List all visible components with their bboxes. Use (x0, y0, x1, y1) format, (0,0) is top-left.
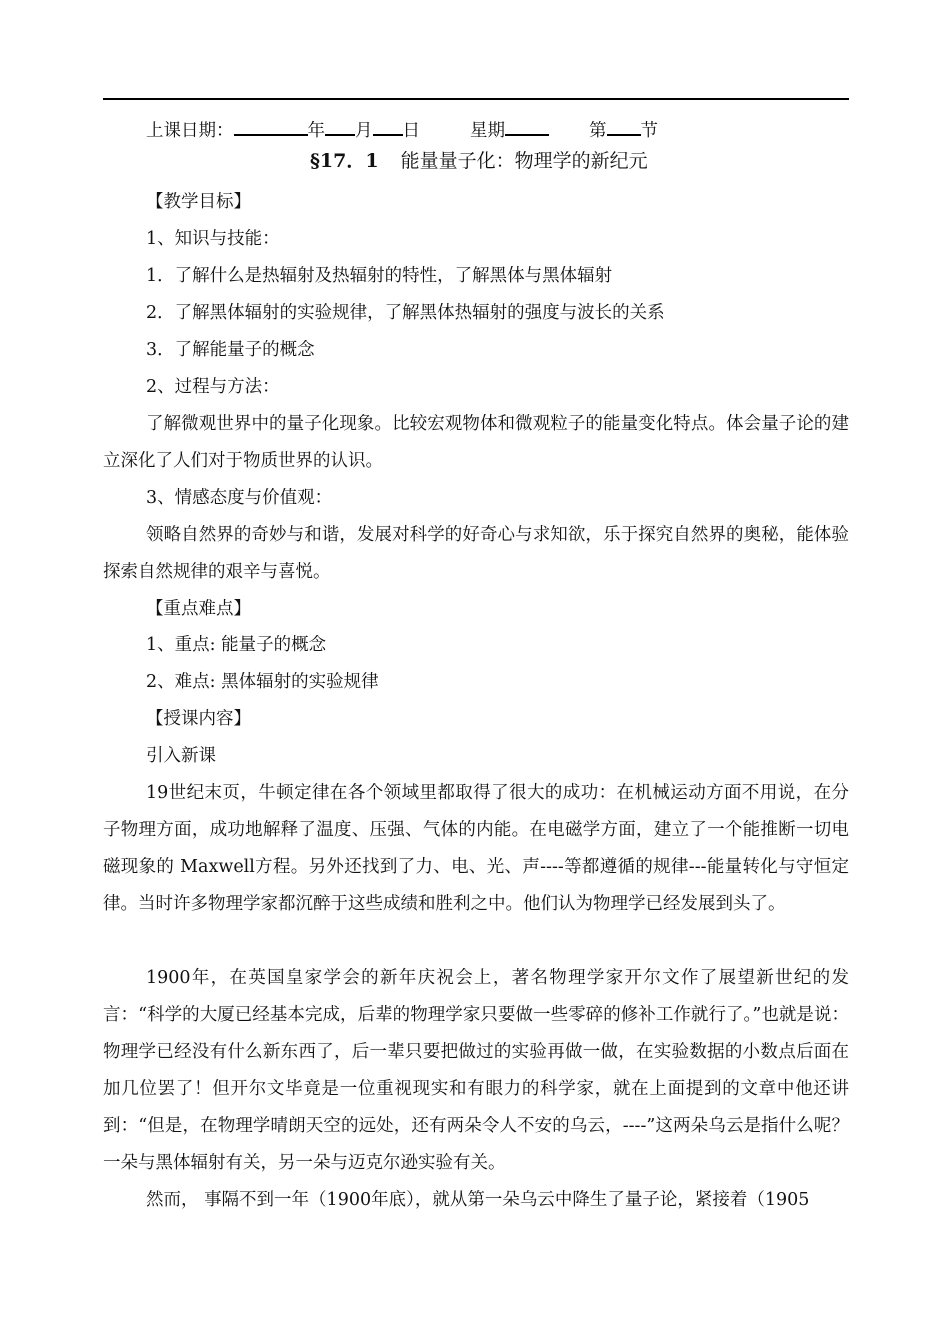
date-label: 上课日期： (146, 121, 234, 141)
month-label: 月 (355, 121, 373, 141)
weekday-label: 星期 (470, 121, 505, 141)
weekday-blank (505, 117, 549, 136)
section-number: §17．1 (310, 150, 379, 172)
lesson-title (310, 148, 648, 174)
period-prefix: 第 (589, 121, 607, 141)
header-rule (103, 98, 849, 100)
month-blank (325, 117, 355, 136)
period-suffix: 节 (640, 121, 658, 141)
key-heading: 【重点难点】 (146, 599, 251, 619)
process-heading: 2、过程与方法： (146, 377, 280, 397)
title-text: 能量量子化：物理学的新纪元 (400, 150, 648, 172)
knowledge-item-3: 3．了解能量子的概念 (146, 340, 315, 360)
emotion-paragraph: 领略自然界的奇妙与和谐，发展对科学的好奇心与求知欲，乐于探究自然界的奥秘，能体验探索自然规律的艰辛与喜悦。 (103, 525, 849, 582)
day-blank (373, 117, 403, 136)
period-blank (607, 117, 641, 136)
knowledge-item-2: 2．了解黑体辐射的实验规律，了解黑体热辐射的强度与波长的关系 (146, 303, 665, 323)
year-label: 年 (307, 121, 325, 141)
paragraph-kelvin-1900: 1900年，在英国皇家学会的新年庆祝会上，著名物理学家开尔文作了展望新世纪的发言：“科学的大厦已经基本完成，后辈的物理学家只要做一些零碎的修补工作就行了。”也就是说：物理学已经没有什么新东西了，后一辈只要把做过的实验再做一做，在实验数据的小数点后面在加几位罢了！但开尔文毕竟是一位重视现实和有眼力的科学家，就在上面提到的文章中他还讲到：“但是，在物理学晴朗天空的远处，还有两朵令人不安的乌云，----”这两朵乌云是指什么呢？一朵与黑体辐射有关，另一朵与迈克尔逊实验有关。 (103, 968, 849, 1173)
class-date-row (146, 117, 658, 143)
intro-heading: 引入新课 (146, 746, 216, 766)
process-paragraph: 了解微观世界中的量子化现象。比较宏观物体和微观粒子的能量变化特点。体会量子论的建立深化了人们对于物质世界的认识。 (103, 414, 849, 471)
content-heading: 【授课内容】 (146, 709, 251, 729)
knowledge-heading: 1、知识与技能： (146, 229, 280, 249)
date-blank (234, 117, 308, 136)
paragraph-19th-century: 19世纪末页，牛顿定律在各个领域里都取得了很大的成功：在机械运动方面不用说，在分子物理方面，成功地解释了温度、压强、气体的内能。在电磁学方面，建立了一个能推断一切电磁现象的 Maxwell方程。另外还找到了力、电、光、声----等都遵循的规律---能量转化与守恒定律。当时许多物理学家都沉醉于这些成绩和胜利之中。他们认为物理学已经发展到头了。 (103, 783, 849, 914)
difficult-point: 2、难点: 黑体辐射的实验规律 (146, 672, 379, 692)
emotion-heading: 3、情感态度与价值观： (146, 488, 333, 508)
knowledge-item-1: 1．了解什么是热辐射及热辐射的特性，了解黑体与黑体辐射 (146, 266, 613, 286)
goals-heading: 【教学目标】 (146, 192, 251, 212)
key-point: 1、重点: 能量子的概念 (146, 635, 327, 655)
day-label: 日 (402, 121, 420, 141)
paragraph-however: 然而， 事隔不到一年（1900年底），就从第一朵乌云中降生了量子论，紧接着（1905 (146, 1190, 810, 1210)
